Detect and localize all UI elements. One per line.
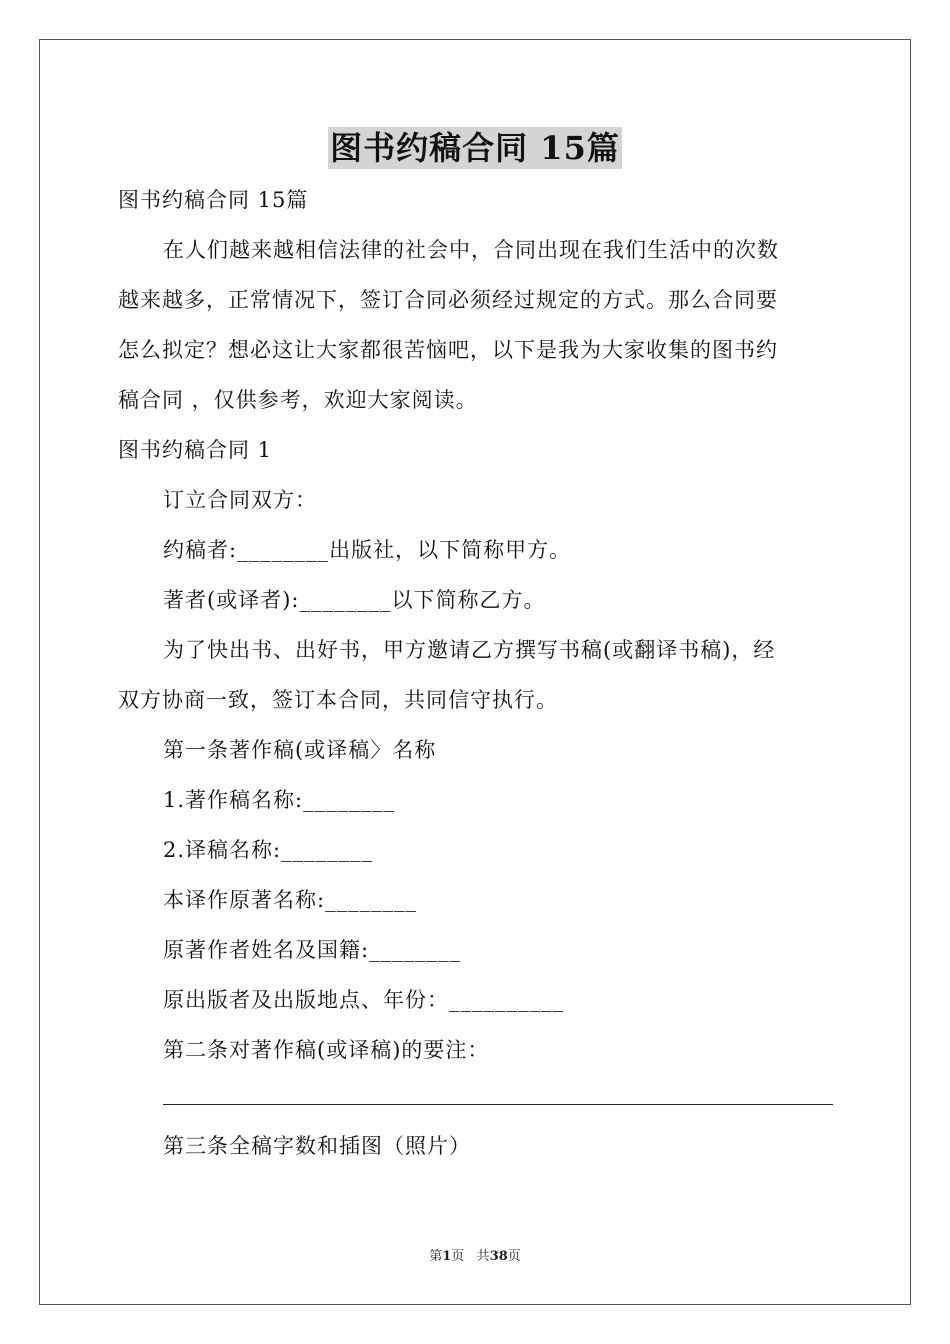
footer-total-pages: 38	[489, 1249, 508, 1264]
body-line: 为了快出书、出好书，甲方邀请乙方撰写书稿(或翻译书稿)，经	[163, 638, 776, 662]
intro-line: 越来越多，正常情况下，签订合同必须经过规定的方式。那么合同要	[118, 288, 778, 312]
document-title: 图书约稿合同 15篇	[330, 129, 620, 167]
fill-in-underline	[163, 1104, 833, 1105]
section-heading: 图书约稿合同 1	[118, 438, 273, 462]
intro-line: 稿合同 ，仅供参考，欢迎大家阅读。	[118, 388, 478, 412]
footer-total-suffix: 页	[507, 1249, 521, 1264]
footer-page-number: 1	[442, 1249, 452, 1264]
document-subtitle: 图书约稿合同 15篇	[118, 188, 309, 212]
page-border	[39, 39, 911, 1305]
body-line: 约稿者:________出版社，以下简称甲方。	[163, 538, 572, 562]
body-line: 著者(或译者):________以下简称乙方。	[163, 588, 546, 612]
body-line: 原著作者姓名及国籍:________	[163, 938, 462, 962]
body-line: 本译作原著名称:________	[163, 888, 418, 912]
body-line: 订立合同双方：	[163, 488, 317, 512]
body-line: 第一条著作稿(或译稿〉名称	[163, 738, 437, 762]
footer-total-prefix: 共	[476, 1249, 490, 1264]
title-container	[0, 127, 950, 169]
body-line: 第二条对著作稿(或译稿)的要注：	[163, 1038, 490, 1062]
page-footer	[0, 1248, 950, 1266]
footer-page-prefix: 第	[429, 1249, 443, 1264]
intro-line: 怎么拟定？想必这让大家都很苦恼吧，以下是我为大家收集的图书约	[118, 338, 778, 362]
body-line: 双方协商一致，签订本合同，共同信守执行。	[118, 688, 558, 712]
footer-page-suffix: 页	[451, 1249, 465, 1264]
body-line: 第三条全稿字数和插图（照片）	[163, 1134, 471, 1158]
intro-line: 在人们越来越相信法律的社会中，合同出现在我们生活中的次数	[163, 238, 779, 262]
body-line: 原出版者及出版地点、年份：__________	[163, 988, 564, 1012]
body-line: 1.著作稿名称:________	[163, 788, 396, 812]
body-line: 2.译稿名称:________	[163, 838, 374, 862]
